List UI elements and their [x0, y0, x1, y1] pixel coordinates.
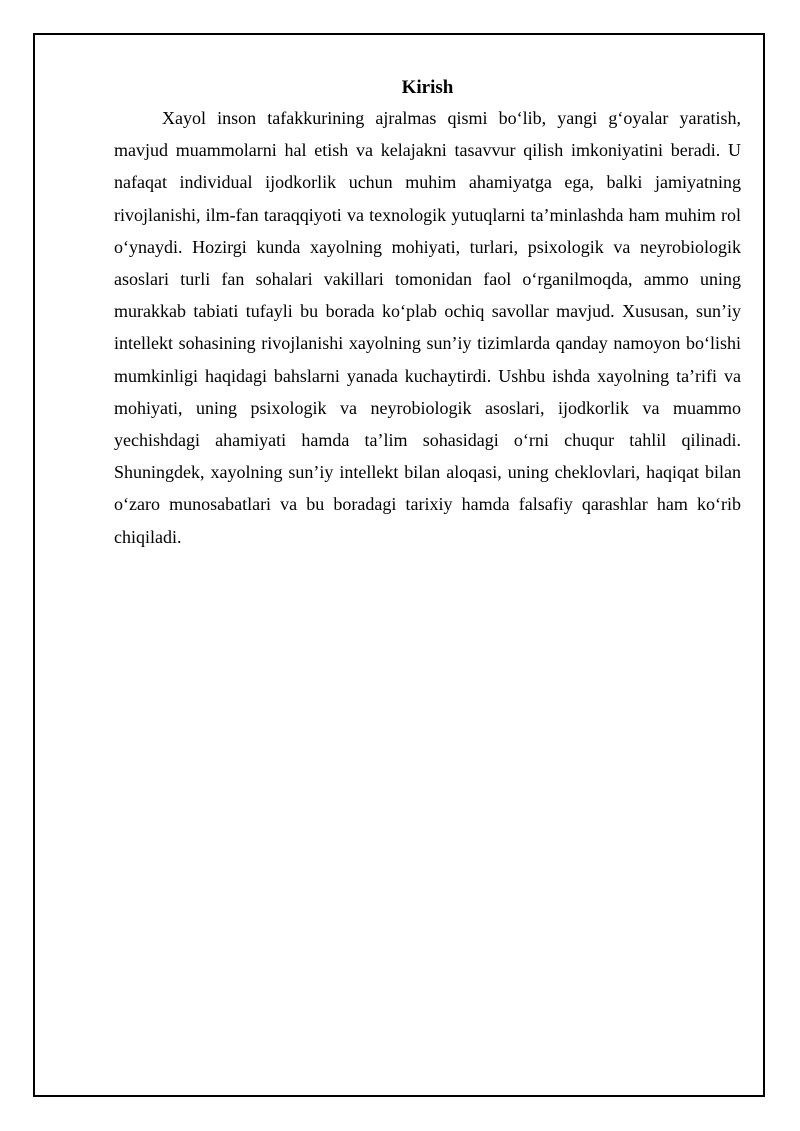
intro-paragraph: Xayol inson tafakkurining ajralmas qismi bo‘lib, yangi g‘oyalar yaratish, mavjud muammolarni hal etish va kelajakni tasavvur qilish imkoniyatini beradi. U nafaqat individual ijodkorlik uchun muhim ahamiyatga ega, balki jamiyatning rivojlanishi, ilm-fan taraqqiyoti va texnologik yutuqlarni ta’minlashda ham muhim rol o‘ynaydi. Hozirgi kunda xayolning mohiyati, turlari, psixologik va neyrobiologik asoslari turli fan sohalari vakillari tomonidan faol o‘rganilmoqda, ammo uning murakkab tabiati tufayli bu borada ko‘plab ochiq savollar mavjud. Xususan, sun’iy intellekt sohasining rivojlanishi xayolning sun’iy tizimlarda qanday namoyon bo‘lishi mumkinligi haqidagi bahslarni yanada kuchaytirdi. Ushbu ishda xayolning ta’rifi va mohiyati, uning psixologik va neyrobiologik asoslari, ijodkorlik va muammo yechishdagi ahamiyati hamda ta’lim sohasidagi o‘rni chuqur tahlil qilinadi. Shuningdek, xayolning sun’iy intellekt bilan aloqasi, uning cheklovlari, haqiqat bilan o‘zaro munosabatlari va bu boradagi tarixiy hamda falsafiy qarashlar ham ko‘rib chiqiladi.	[114, 108, 741, 547]
section-title: Kirish	[401, 77, 454, 98]
document-body	[114, 74, 741, 553]
